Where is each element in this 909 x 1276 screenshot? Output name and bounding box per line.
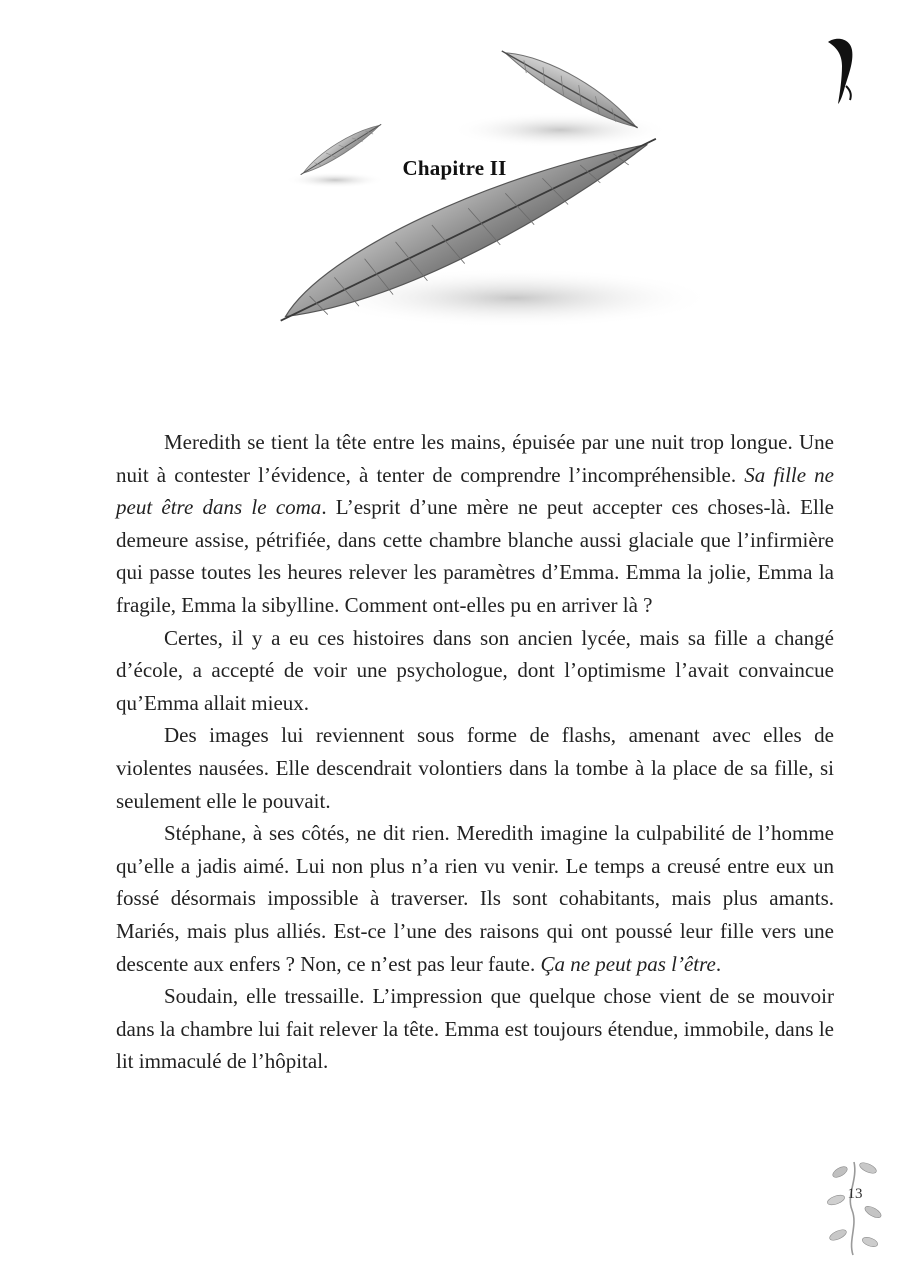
text-run: Certes, il y a eu ces histoires dans son ancien lycée, mais sa fille a changé d’école, a accepté de voir une psychologue, dont l’optimisme l’avait convaincue qu’Emma allait mieux. (116, 625, 834, 715)
vine-ornament-icon (818, 1150, 888, 1260)
text-run-italic: Ça ne peut pas l’être (540, 951, 716, 976)
paragraph (116, 980, 834, 1078)
text-run: Des images lui reviennent sous forme de flashs, amenant avec elles de violentes nausées. Elle descendrait volontiers dans la tombe à la place de sa fille, si seulement elle le pouvait. (116, 723, 834, 813)
text-run: . (715, 951, 722, 976)
text-run: Meredith se tient la tête entre les mains, épuisée par une nuit trop longue. Une nuit à contester l’évidence, à tenter de comprendre l’incompréhensible. (116, 430, 834, 487)
chapter-title: Chapitre II (402, 156, 507, 180)
feather-shadow-top (450, 112, 670, 148)
text-run-italic: Sa fille ne peut être dans le coma (116, 462, 835, 520)
ink-brush-mark-icon (822, 34, 862, 106)
text-run: . L’esprit d’une mère ne peut accepter ces choses-là. Elle demeure assise, pétrifiée, dans cette chambre blanche aussi glaciale que l’infirmière qui passe toutes les heures relever les paramètres d’Emma. Emma la jolie, Emma la fragile, Emma la sibylline. Comment ont-elles pu en arriver là ? (116, 495, 834, 617)
paragraph (116, 817, 834, 980)
paragraph (116, 719, 834, 817)
chapter-body-text (116, 426, 834, 1078)
text-run: Stéphane, à ses côtés, ne dit rien. Meredith imagine la culpabilité de l’homme qu’elle a jadis aimé. Lui non plus n’a rien vu venir. Le temps a creusé entre eux un fossé désormais impossible à traverser. Ils sont cohabitants, mais plus amants. Mariés, mais plus alliés. Est-ce l’une des raisons qui ont poussé leur fille vers une descente aux enfers ? Non, ce n’est pas leur faute. (116, 821, 834, 976)
text-run: Soudain, elle tressaille. L’impression que quelque chose vient de se mouvoir dans la chambre lui fait relever la tête. Emma est toujours étendue, immobile, dans le lit immaculé de l’hôpital. (116, 984, 834, 1074)
paragraph (116, 622, 834, 720)
paragraph (116, 426, 834, 622)
page-number: 13 (847, 1186, 863, 1202)
feathers-illustration (260, 30, 730, 360)
